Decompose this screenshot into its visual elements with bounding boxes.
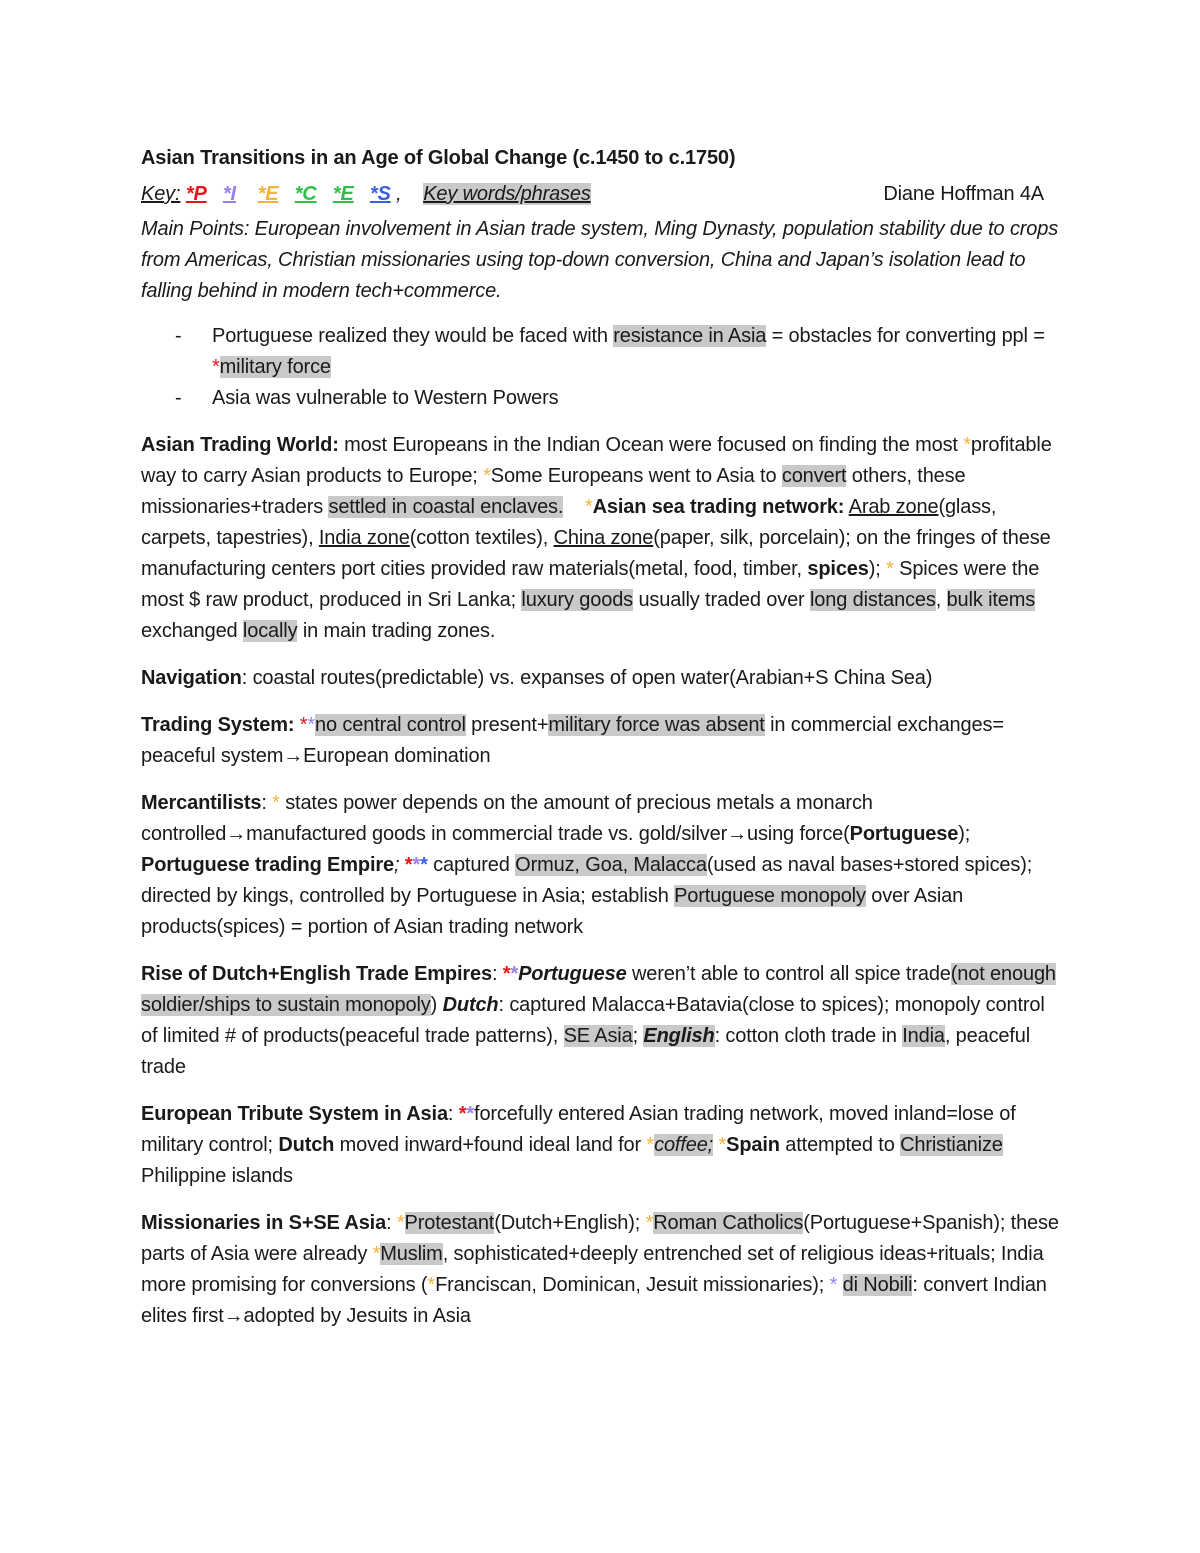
body-text <box>837 1274 842 1296</box>
author-name: Diane Hoffman 4A <box>883 183 1044 205</box>
body-text: others, these missionaries+traders <box>141 465 966 518</box>
asterisk-marker: * <box>718 1134 727 1156</box>
highlight-phrase: convert <box>781 465 847 487</box>
body-text: : cotton cloth trade in <box>714 1025 903 1047</box>
body-text: (Portuguese+Spanish); these parts of Asia were already <box>141 1212 1059 1265</box>
body-text: : <box>386 1212 397 1234</box>
highlight-phrase: Portuguese monopoly <box>674 885 866 907</box>
section-heading: Asian Trading World: <box>141 434 339 456</box>
body-text: Franciscan, Dominican, Jesuit missionaries); <box>435 1274 830 1296</box>
highlight-phrase: military force <box>219 356 331 378</box>
arrow-icon: → <box>727 823 747 845</box>
highlight-phrase: India <box>902 1025 945 1047</box>
body-text: Philippine islands <box>141 1165 293 1187</box>
section-missionaries <box>141 1208 1066 1332</box>
body-text: weren’t able to control all spice trade <box>626 963 951 985</box>
bold-phrase: Spain <box>726 1134 780 1156</box>
section-tribute-system <box>141 1099 1066 1192</box>
body-text: exchanged <box>141 620 243 642</box>
asterisk-marker: * <box>645 1212 654 1234</box>
arrow-icon: → <box>223 1305 244 1327</box>
section-heading: Rise of Dutch+English Trade Empires <box>141 963 492 985</box>
bullet-list <box>141 321 1066 414</box>
key-letter-e1: *E <box>257 183 279 205</box>
arrow-icon: → <box>226 823 247 845</box>
asterisk-marker: * <box>502 963 511 985</box>
key-label: Key: <box>141 183 181 205</box>
highlight-phrase: SE Asia <box>563 1025 633 1047</box>
asterisk-marker: * <box>396 1212 405 1234</box>
section-heading: Missionaries in S+SE Asia <box>141 1212 387 1234</box>
bold-phrase: Dutch <box>278 1134 335 1156</box>
underlined-phrase: China zone <box>553 527 654 549</box>
highlight-phrase: long distances <box>809 589 936 611</box>
highlight-phrase: Christianize <box>900 1134 1003 1156</box>
body-text: : <box>261 792 273 814</box>
underlined-phrase: India zone <box>318 527 410 549</box>
body-text: Some Europeans went to Asia to <box>490 465 782 487</box>
highlight-phrase: locally <box>242 620 298 642</box>
body-text: , <box>935 589 947 611</box>
highlight-phrase: settled in coastal enclaves. <box>328 496 564 518</box>
section-mercantilists <box>141 788 1066 943</box>
asterisk-marker: * <box>886 558 894 580</box>
body-text: present+ <box>465 714 549 736</box>
bullet-text: Asia was vulnerable to Western Powers <box>212 387 559 409</box>
asterisk-marker: * <box>829 1274 838 1296</box>
body-text: ); <box>868 558 887 580</box>
bold-italic-phrase: Dutch <box>442 994 499 1016</box>
body-text: ; <box>632 1025 644 1047</box>
body-text: ); <box>958 823 971 845</box>
document-title: Asian Transitions in an Age of Global Change (c.1450 to c.1750) <box>141 147 736 169</box>
bold-italic-phrase: Portuguese <box>518 963 627 985</box>
main-points: Main Points: European involvement in Asian trade system, Ming Dynasty, population stability due to crops from Americas, Christian missionaries using top-down conversion, China and Japan’s isolation lead to falling behind in modern tech+commerce. <box>141 218 1059 302</box>
body-text: over Asian products(spices) = portion of Asian trading network <box>141 885 964 938</box>
color-key-line <box>141 179 1066 210</box>
body-text: (glass, carpets, tapestries), <box>141 496 997 549</box>
arrow-icon: → <box>283 745 304 767</box>
underlined-phrase: Arab zone <box>848 496 939 518</box>
asterisk-marker: * <box>299 714 308 736</box>
bullet-text: = obstacles for converting ppl = <box>766 325 1045 347</box>
bullet-item <box>141 383 1066 414</box>
body-text: usually traded over <box>633 589 810 611</box>
key-letter-c: *C <box>294 183 317 205</box>
asterisk-marker: * <box>372 1243 381 1265</box>
bullet-dash: - <box>175 325 182 347</box>
section-heading: Trading System: <box>141 714 300 736</box>
asterisk-marker: * <box>466 1103 475 1125</box>
body-text: Spices were the most $ raw product, produced in Sri Lanka; <box>141 558 1040 611</box>
body-text: (paper, silk, porcelain); on the fringes of these manufacturing centers port cities provided raw materials(metal, food, timber, <box>141 527 1051 580</box>
body-text: states power depends on the amount of precious metals a monarch controlled <box>141 792 873 845</box>
asterisk-marker: * <box>307 714 316 736</box>
section-heading: European Tribute System in Asia <box>141 1103 448 1125</box>
asterisk-marker: * <box>646 1134 655 1156</box>
body-text: manufactured goods in commercial trade vs. gold/silver <box>246 823 728 845</box>
key-letter-e2: *E <box>332 183 354 205</box>
body-text: most Europeans in the Indian Ocean were focused on finding the most <box>338 434 964 456</box>
body-text: ) <box>430 994 443 1016</box>
highlight-phrase: Protestant <box>404 1212 495 1234</box>
bold-phrase: Portuguese <box>849 823 959 845</box>
body-text: moved inward+found ideal land for <box>334 1134 647 1156</box>
body-text: (cotton textiles), <box>409 527 554 549</box>
highlight-phrase: coffee; <box>654 1134 714 1156</box>
body-text: captured <box>427 854 516 876</box>
body-text: forcefully entered Asian trading network, moved inland=lose of military control; <box>141 1103 1016 1156</box>
key-comma: , <box>396 183 402 205</box>
body-text: : <box>447 1103 459 1125</box>
highlight-phrase: no central control <box>315 714 466 736</box>
asterisk-marker: * <box>483 465 491 487</box>
body-text: in main trading zones. <box>297 620 496 642</box>
asterisk-marker: * <box>412 854 421 876</box>
body-text: , peaceful trade <box>141 1025 1031 1078</box>
key-letter-p: *P <box>185 183 207 205</box>
asterisk-marker: * <box>427 1274 436 1296</box>
body-text: (Dutch+English); <box>494 1212 646 1234</box>
body-text: attempted to <box>779 1134 901 1156</box>
highlight-phrase: luxury goods <box>521 589 634 611</box>
highlight-phrase: Roman Catholics <box>653 1212 804 1234</box>
highlight-phrase: resistance in Asia <box>613 325 767 347</box>
highlight-phrase: English <box>643 1025 715 1047</box>
bold-phrase: Portuguese trading Empire <box>141 854 394 876</box>
body-text: ; <box>393 854 405 876</box>
body-text: in commercial exchanges= peaceful system <box>141 714 1004 767</box>
asterisk-marker: * <box>272 792 280 814</box>
key-letter-s: *S <box>369 183 391 205</box>
section-asian-trading-world <box>141 430 1066 647</box>
asterisk-marker: * <box>212 356 220 378</box>
body-text: , sophisticated+deeply entrenched set of religious ideas+rituals; India more promising for conversions ( <box>141 1243 1044 1296</box>
highlight-phrase: Ormuz, Goa, Malacca <box>515 854 707 876</box>
asterisk-marker: * <box>963 434 971 456</box>
bold-phrase: spices <box>807 558 869 580</box>
highlight-phrase: di Nobili <box>842 1274 913 1296</box>
bullet-item <box>141 321 1066 383</box>
asterisk-marker: * <box>510 963 519 985</box>
highlight-phrase: military force was absent <box>548 714 765 736</box>
highlight-phrase: bulk items <box>946 589 1036 611</box>
body-text: European domination <box>303 745 491 767</box>
key-phrase-sample: Key words/phrases <box>423 183 591 205</box>
section-dutch-english <box>141 959 1066 1083</box>
section-navigation <box>141 663 1066 694</box>
body-text: adopted by Jesuits in Asia <box>243 1305 471 1327</box>
asterisk-marker: * <box>420 854 428 876</box>
bold-phrase: Asian sea trading network: <box>592 496 845 518</box>
asterisk-marker: * <box>584 496 593 518</box>
body-text <box>563 496 585 518</box>
highlight-phrase: (not enough soldier/ships to sustain monopoly <box>141 963 1056 1016</box>
body-text: : coastal routes(predictable) vs. expanses of open water(Arabian+S China Sea) <box>241 667 933 689</box>
bullet-dash: - <box>175 387 182 409</box>
body-text: (used as naval bases+stored spices); directed by kings, controlled by Portuguese in Asia; establish <box>141 854 1033 907</box>
body-text: : convert Indian elites first <box>141 1274 1047 1327</box>
key-letter-i: *I <box>222 183 236 205</box>
bullet-text: Portuguese realized they would be faced with <box>212 325 614 347</box>
body-text: : captured Malacca+Batavia(close to spices); monopoly control of limited # of products(peaceful trade patterns), <box>141 994 1045 1047</box>
asterisk-marker: * <box>404 854 413 876</box>
section-heading: Navigation <box>141 667 242 689</box>
document-body <box>141 143 1066 1332</box>
body-text: profitable way to carry Asian products to Europe; <box>141 434 1052 487</box>
section-trading-system <box>141 710 1066 772</box>
section-heading: Mercantilists <box>141 792 262 814</box>
body-text: using force( <box>746 823 850 845</box>
asterisk-marker: * <box>458 1103 467 1125</box>
body-text: : <box>491 963 503 985</box>
highlight-phrase: Muslim <box>380 1243 443 1265</box>
